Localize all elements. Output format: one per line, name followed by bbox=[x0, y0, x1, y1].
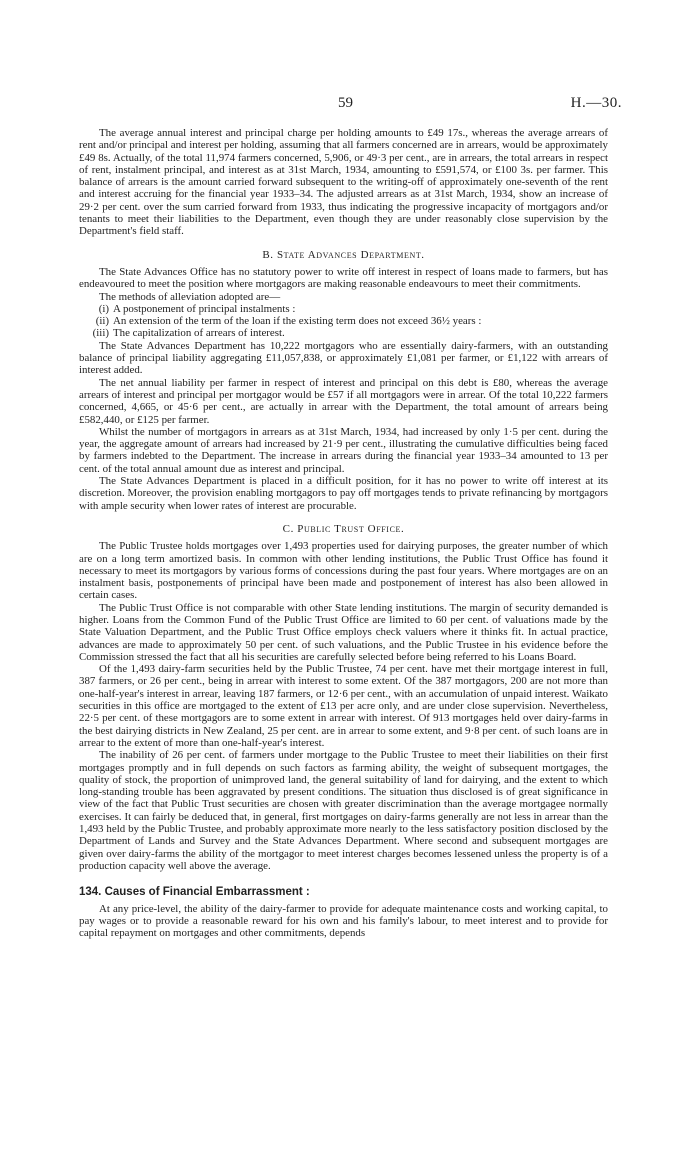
page-header bbox=[0, 95, 700, 115]
paragraph: The State Advances Office has no statutory power to write off interest in respect of loans made to farmers, but has endeavoured to meet the position where mortgagors are making reasonable endeavours to meet their commitments. bbox=[79, 265, 608, 291]
list-item bbox=[79, 327, 608, 339]
paragraph: The Public Trust Office is not comparable with other State lending institutions. The margin of security demanded is higher. Loans from the Common Fund of the Public Trust Office are limited to 60 per cent. of valuations made by the State Valuation Department, and the Public Trust Office employs check valuers where it thinks fit. In actual practice, advances are made to approximately 50 per cent. of such valuations, and the Public Trustee in his evidence before the Commission stressed the fact that all his securities are carefully selected before being referred to his Loans Board. bbox=[79, 601, 608, 663]
section-heading-c: C. Public Trust Office. bbox=[282, 522, 405, 535]
section-heading-b: B. State Advances Department. bbox=[262, 248, 425, 261]
paragraph: The net annual liability per farmer in respect of interest and principal on this debt is £80, whereas the average arrears of interest and principal per mortgagor would be £57 if all mortgagors were in arrear. Of the total 10,222 farmers concerned, 4,665, or 45·6 per cent., are actually in arrear with the Department, the total amount of arrears being £582,440, or £125 per farmer. bbox=[79, 376, 608, 426]
page-number: 59 bbox=[338, 95, 353, 111]
list-text: An extension of the term of the loan if the existing term does not exceed 36½ years : bbox=[113, 315, 482, 328]
paragraph: The Public Trustee holds mortgages over 1,493 properties used for dairying purposes, the greater number of which are on a long term amortized basis. In common with other lending institutions, the Public Trust Office has found it necessary to meet its mortgagors by various forms of concessions during the past four years. Where mortgages are on an instalment basis, postponements of principal have been made and postponement of interest has also been allowed in certain cases. bbox=[79, 540, 608, 602]
list-number: (ii) bbox=[95, 315, 109, 328]
section-title-134: 134. Causes of Financial Embarrassment : bbox=[79, 886, 310, 899]
list-item bbox=[79, 303, 608, 315]
paragraph: Whilst the number of mortgagors in arrears as at 31st March, 1934, had increased by only 1·5 per cent. during the year, the aggregate amount of arrears had increased by 21·9 per cent., illustrating the cumulative difficulties being faced by farmers indebted to the Department. The increase in arrears during the financial year 1933–34 amounted to 13 per cent. of the total annual amount due as interest and principal. bbox=[79, 425, 608, 475]
paragraph: At any price-level, the ability of the dairy-farmer to provide for adequate maintenance costs and working capital, to pay wages or to provide a reasonable reward for his own and his family's labour, to meet interest and to provide for capital repayment on mortgages and other commitments, depends bbox=[79, 902, 608, 940]
list-text: The capitalization of arrears of interest. bbox=[113, 327, 285, 340]
paragraph: The inability of 26 per cent. of farmers under mortgage to the Public Trustee to meet their liabilities on their first mortgages promptly and in full depends on such factors as farming ability, the weight of subsequent mortgages, the quality of stock, the proportion of unimproved land, the general suitability of land for dairying, and the extent to which long-standing trouble has been aggravated by present conditions. The situation thus disclosed is of great significance in view of the fact that Public Trust securities are chosen with greater discrimination than the average mortgagee normally exercises. It can fairly be deduced that, in general, first mortgages on dairy-farms generally are not less in arrear than the 1,493 held by the Public Trustee, and probably approximate more nearly to the less satisfactory position disclosed by the Department of Lands and Survey and the State Advances Department. Where second and subsequent mortgages are given over dairy-farms the ability of the mortgagor to meet interest charges becomes lessened unless the property is of a production capacity well above the average. bbox=[79, 749, 608, 872]
paragraph: Of the 1,493 dairy-farm securities held by the Public Trustee, 74 per cent. have met their mortgage interest in full, 387 farmers, or 26 per cent., being in arrear with interest to some extent. Of the 387 mortgagors, 200 are not more than one-half-year's interest in arrear, leaving 187 farmers, or 12·6 per cent., with an accumulation of unpaid interest. Waikato securities in this office are mortgaged to the extent of £13 per acre only, and are under close supervision. Nevertheless, 22·5 per cent. of these mortgagors are to some extent in arrear with interest. Of 913 mortgages held over dairy-farms in the best dairying districts in New Zealand, 25 per cent. are in arrear to some extent, and 9·8 per cent. of such loans are in arrear to the extent of more than one-half-year's interest. bbox=[79, 663, 608, 749]
paragraph: The State Advances Department is placed in a difficult position, for it has no power to write off interest at its discretion. Moreover, the provision enabling mortgagors to pay off mortgages tends to private refinancing by mortgagors with ample security when lower rates of interest are procurable. bbox=[79, 475, 608, 512]
list-text: A postponement of principal instalments : bbox=[113, 302, 296, 315]
paragraph: The methods of alleviation adopted are— bbox=[99, 290, 281, 303]
list-number: (i) bbox=[98, 302, 109, 315]
document-reference: H.—30. bbox=[570, 95, 622, 111]
paragraph: The average annual interest and principal charge per holding amounts to £49 17s., whereas the average arrears of rent and/or principal and interest per holding, assuming that all farmers concerned are in arrears, would be approximately £49 8s. Actually, of the total 11,974 farmers concerned, 5,906, or 49·3 per cent., are in arrears, the total arrears in respect of rent, instalment principal, and interest as at 31st March, 1934, amounting to £591,574, or £100 3s. per farmer. This balance of arrears is the amount carried forward subsequent to the writing-off of approximately one-seventh of the rent and interest accruing for the financial year 1933–34. The adjusted arrears as at 31st March, 1934, show an increase of 29·2 per cent. over the sum carried forward from 1933, thus indicating the progressive incapacity of mortgagors and/or tenants to meet their liabilities to the Department, even though they are under reasonably close supervision by the Department's field staff. bbox=[79, 127, 608, 238]
list-number: (iii) bbox=[92, 327, 109, 340]
document-body bbox=[79, 127, 608, 939]
list-item bbox=[79, 315, 608, 327]
paragraph: The State Advances Department has 10,222 mortgagors who are essentially dairy-farmers, with an outstanding balance of principal liability aggregating £11,057,838, or approximately £1,081 per farmer, or £1,122 with arrears of interest added. bbox=[79, 339, 608, 377]
